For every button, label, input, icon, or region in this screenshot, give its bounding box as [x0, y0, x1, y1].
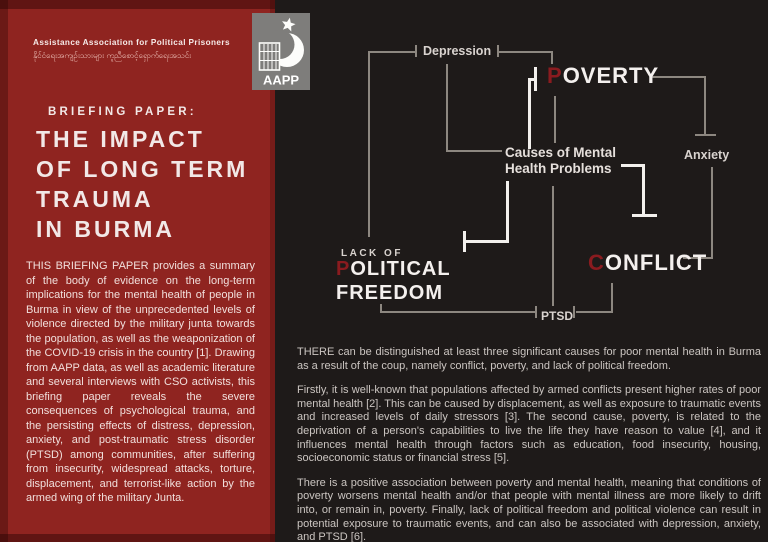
aapp-logo-graphic	[252, 13, 310, 90]
poverty-rest: OVERTY	[562, 63, 660, 88]
org-name-burmese: နိုင်ငံရေးအကျဉ်းသားများ ကူညီစောင့်ရှောက်ရေးအသင်း	[33, 51, 192, 60]
summary-paragraph: THIS BRIEFING PAPER provides a summary of the body of evidence on the long-term implications for the mental health of people in Burma in view of the unprecedented levels of violence directed by the military junta towards the population, as well as the weaponization of the COVID-19 crisis in the country [1]. Drawing from AAPP data, as well as academic literature and several interviews with CSO activists, this briefing paper reveals the severe consequences of psychological trauma, and the persisting effects of distress, depression, anxiety, and post-traumatic stress disorder (PTSD) among communities, after suffering from insecurity, widespread attacks, torture, displacement, and terrorist-like action by the armed wing of the military Junta.	[26, 260, 255, 504]
connector-ptsd-right-tick	[573, 306, 575, 318]
causes-line-2: Health Problems	[505, 161, 612, 176]
freedom-line: FREEDOM	[336, 281, 443, 304]
diagram-node-depression: Depression	[423, 44, 492, 58]
diagram-node-anxiety: Anxiety	[684, 148, 730, 162]
logo-text: AAPP	[262, 72, 300, 88]
political-initial: P	[336, 258, 351, 280]
conflict-rest: ONFLICT	[604, 250, 708, 275]
connector-depression-left-tick	[415, 45, 417, 57]
arrow-causes-to-poverty-bar	[534, 67, 537, 91]
connector-conflict-bottom-v	[611, 283, 613, 313]
page-title	[36, 124, 248, 244]
connector-conflict-to-ptsd-h	[576, 311, 613, 313]
arrow-causes-to-freedom-h	[466, 240, 509, 243]
title-line-2: OF LONG TERM	[36, 156, 249, 182]
connector-anxiety-top-bar	[695, 134, 716, 136]
body-text	[297, 346, 761, 542]
connector-freedom-to-ptsd-h	[381, 311, 535, 313]
connector-poverty-to-anxiety-v	[704, 76, 706, 135]
title-line-3: TRAUMA	[36, 186, 154, 212]
arrow-causes-to-poverty-v	[528, 79, 531, 149]
arrow-causes-to-conflict-bar	[632, 214, 657, 217]
connector-depression-right-h	[499, 51, 553, 53]
connector-freedom-bottom-v	[380, 304, 382, 313]
connector-depression-left-h	[368, 51, 416, 53]
connector-poverty-bottom-v	[554, 96, 556, 143]
cover-left-panel	[0, 0, 275, 542]
connector-depression-to-causes-h	[446, 150, 502, 152]
political-rest: OLITICAL	[350, 258, 451, 280]
star-icon	[280, 16, 296, 32]
title-line-4: IN BURMA	[36, 216, 175, 242]
diagram-node-conflict	[588, 250, 707, 276]
aapp-logo	[252, 13, 310, 90]
diagram-node-causes	[505, 145, 616, 177]
connector-depression-to-causes-v	[446, 64, 448, 152]
paragraph-2: Firstly, it is well-known that populations affected by armed conflicts present higher rates of poor mental health [2]. This can be caused by displacement, as well as exposure to traumatic events and increased levels of daily stressors [3]. The second cause, poverty, is related to the deprivation of a person's capabilities to live the life they have reason to value [4], and it influences mental health through factors such as education, food insecurity, housing, socioeconomic status or financial stress [5].	[297, 384, 761, 465]
arrow-causes-to-freedom-bar	[463, 231, 466, 252]
org-name: Assistance Association for Political Prisoners	[33, 38, 230, 47]
connector-ptsd-left-tick	[535, 306, 537, 318]
kicker-briefing-paper: BRIEFING PAPER:	[48, 106, 197, 118]
connector-anxiety-bottom-v	[711, 167, 713, 259]
diagram-node-political-freedom	[336, 258, 451, 305]
title-line-1: THE IMPACT	[36, 126, 205, 152]
conflict-initial: C	[588, 250, 605, 275]
prison-bars-icon	[260, 43, 280, 70]
paragraph-3: There is a positive association between poverty and mental health, meaning that conditions of poverty worsens mental health and/or that people with mental illness are more likely to drift into, or remain in, poverty. Finally, lack of political freedom and political violence can result in potential exposure to traumatic events, and can also be associated with depression, anxiety, and PTSD [6].	[297, 476, 761, 542]
diagram-node-ptsd: PTSD	[541, 309, 574, 323]
arrow-causes-to-freedom-v	[506, 181, 509, 242]
poverty-initial: P	[547, 63, 563, 88]
connector-causes-to-ptsd-v	[552, 186, 554, 306]
paragraph-1: THERE can be distinguished at least three significant causes for poor mental health in Burma as a result of the coup, namely conflict, poverty, and lack of political freedom.	[297, 346, 761, 372]
lack-of-label: LACK OF	[341, 248, 403, 259]
arrow-causes-to-conflict-v	[642, 164, 645, 216]
diagram-node-poverty	[547, 63, 659, 89]
connector-depression-left-v	[368, 51, 370, 237]
causes-line-1: Causes of Mental	[505, 145, 617, 160]
